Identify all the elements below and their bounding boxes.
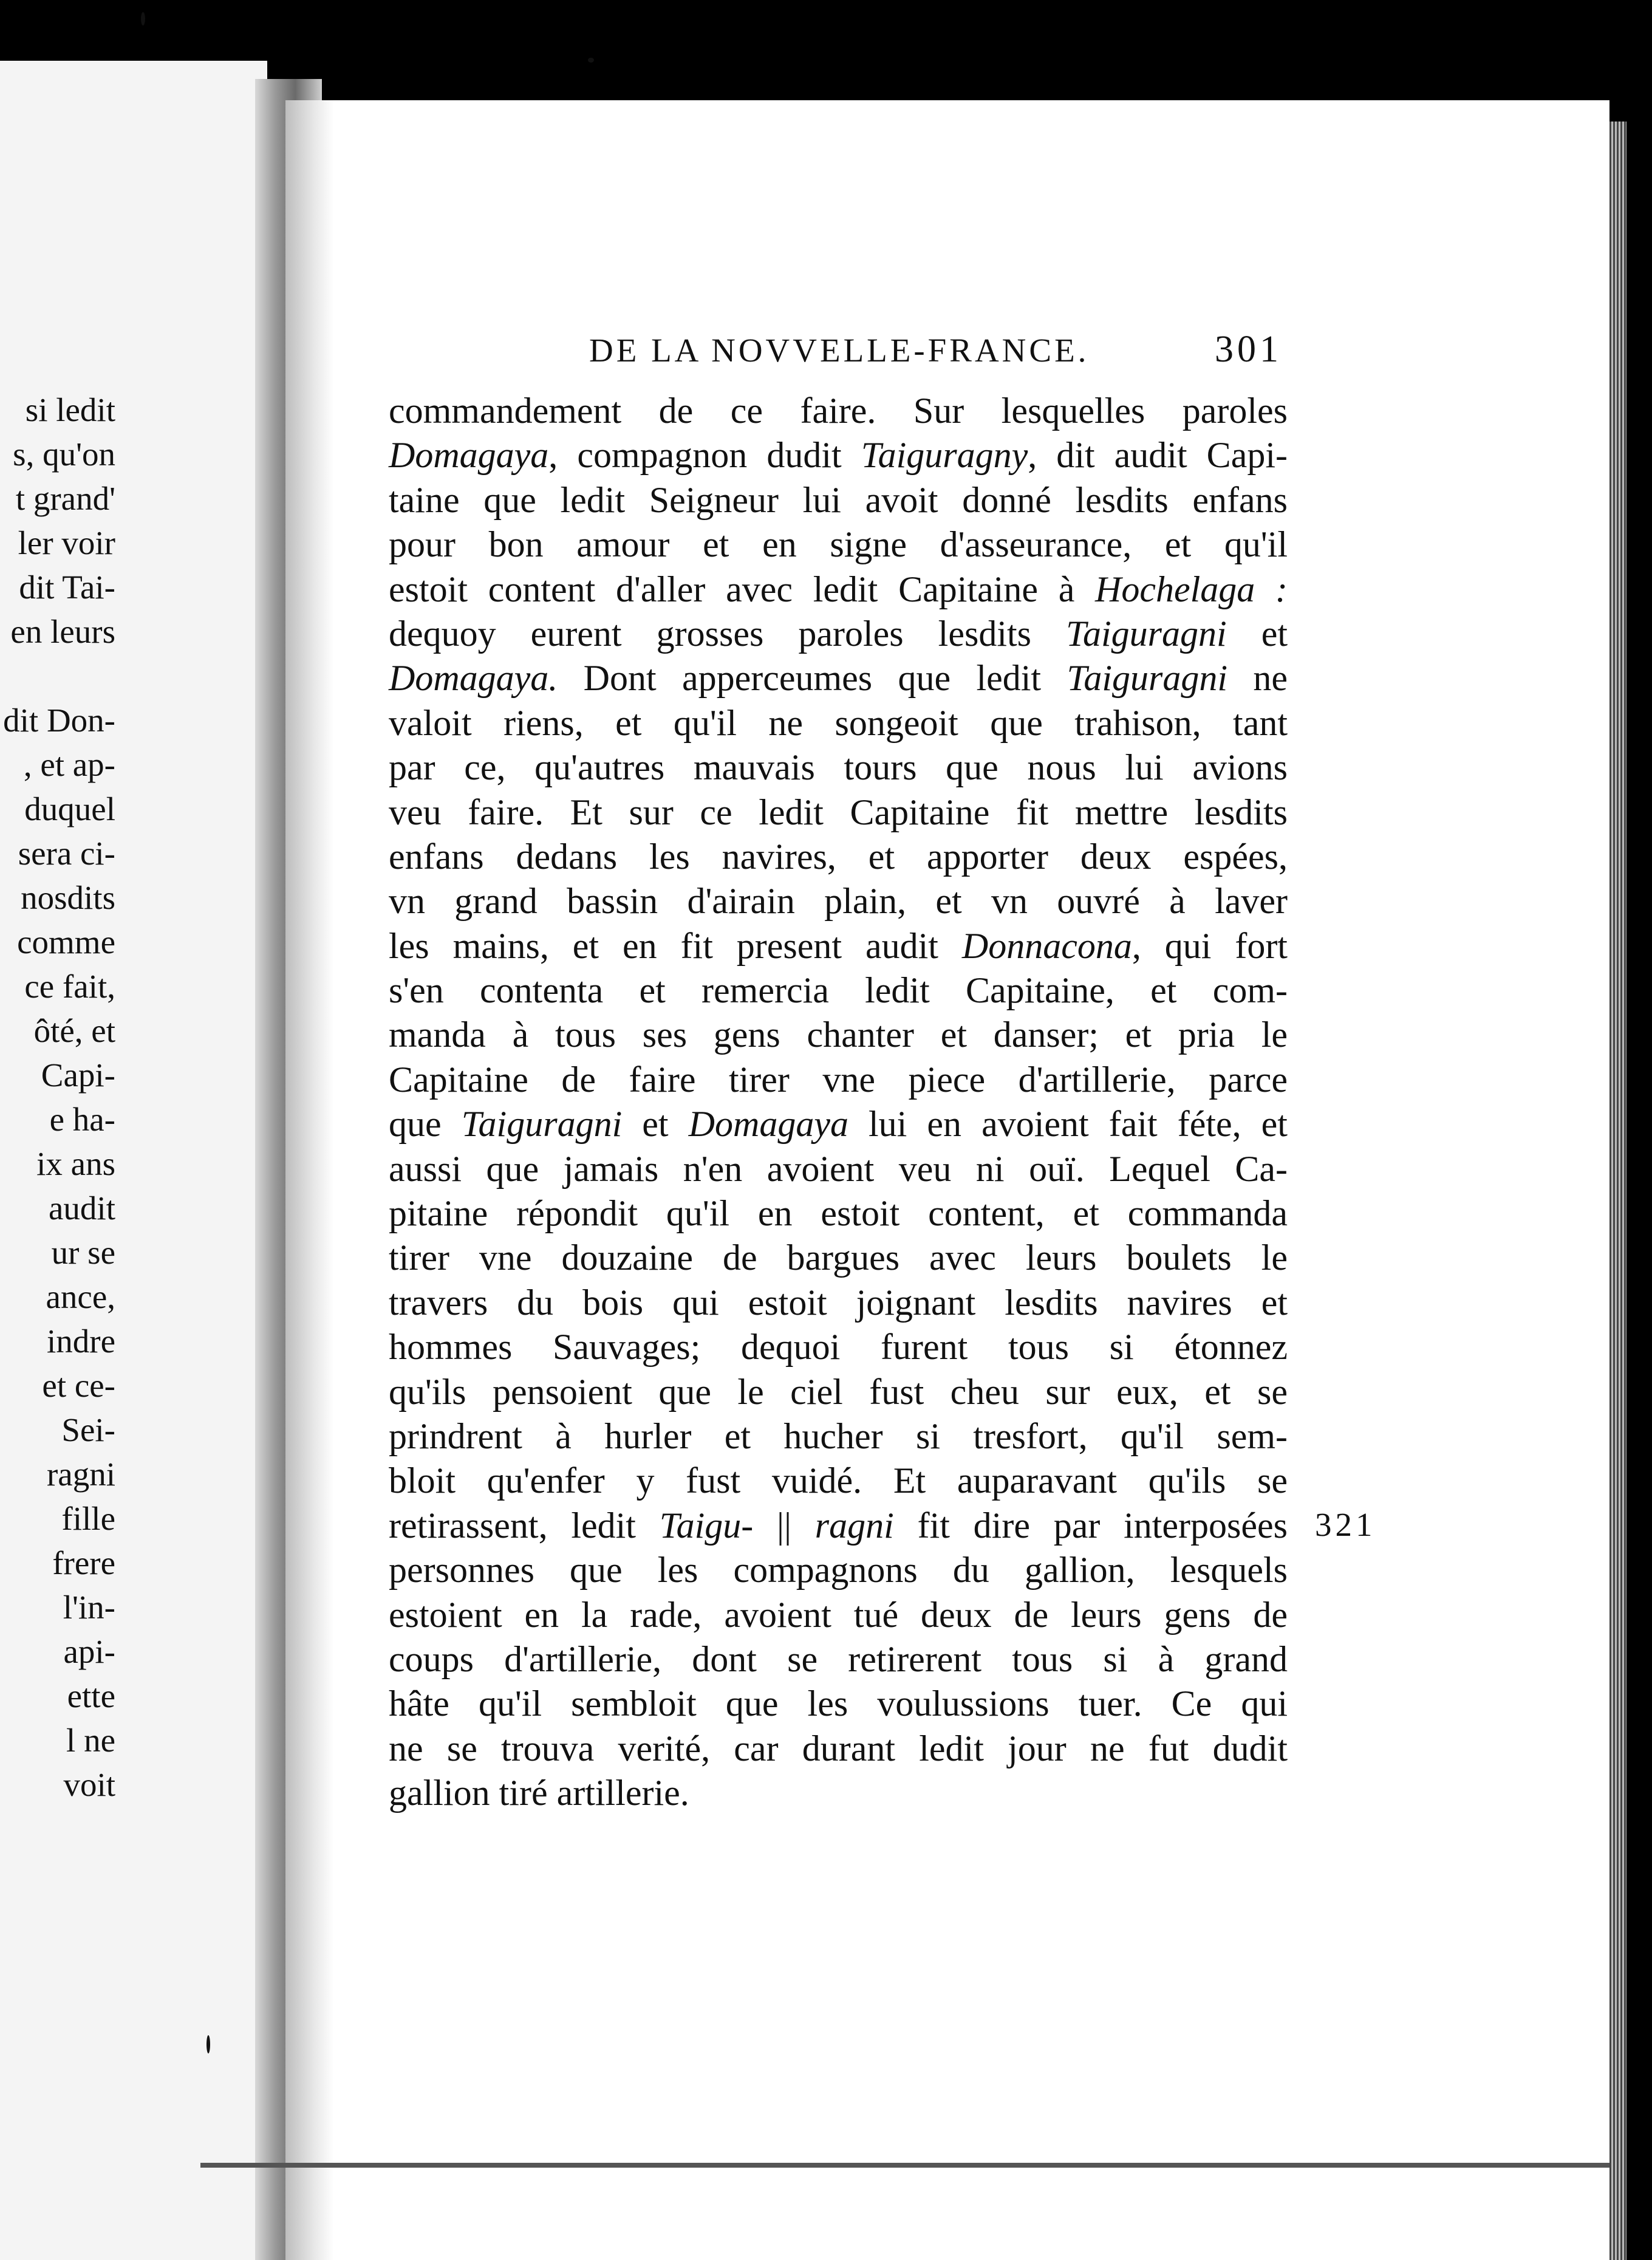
text-run: estoient en la rade, avoient tué deux de leurs gens de	[389, 1594, 1288, 1635]
italic-name: Taiguragni	[1066, 613, 1227, 654]
text-run: gallion tiré artillerie.	[389, 1773, 689, 1813]
text-run: Dont apperceumes que ledit	[558, 658, 1067, 699]
text-line	[389, 1504, 1288, 1548]
facing-page-line: ce fait,	[24, 968, 115, 1005]
text-run: que	[389, 1104, 462, 1145]
text-run: Capitaine de faire tirer vne piece d'artillerie, parce	[389, 1059, 1288, 1100]
italic-name: Donnacona	[961, 925, 1132, 966]
facing-page-line: ler voir	[18, 524, 115, 561]
body-text	[389, 389, 1288, 1816]
facing-page-line: comme	[17, 923, 115, 960]
facing-page-line: sera ci-	[18, 835, 115, 872]
facing-page-line: audit	[49, 1190, 115, 1227]
text-line	[389, 1637, 1288, 1682]
text-run: personnes que les compagnons du gallion, lesquels	[389, 1550, 1288, 1591]
facing-page-line: , et ap-	[23, 746, 115, 783]
facing-page-line: s, qu'on	[13, 436, 115, 473]
facing-page-line: voit	[63, 1766, 115, 1803]
facing-page-line: api-	[63, 1633, 115, 1670]
text-run: par ce, qu'autres mauvais tours que nous lui avions	[389, 747, 1288, 788]
text-line	[389, 924, 1288, 968]
text-line	[389, 1281, 1288, 1325]
text-line	[389, 1459, 1288, 1503]
facing-page-line: si ledit	[25, 391, 115, 428]
page-fore-edge	[1609, 122, 1626, 2260]
page-bottom-edge	[200, 2163, 1609, 2168]
text-line	[389, 1682, 1288, 1726]
facing-page-line: ette	[67, 1677, 115, 1714]
facing-page-line: et ce-	[42, 1367, 115, 1404]
facing-page-line	[3, 654, 115, 698]
text-line	[389, 1102, 1288, 1146]
marginal-page-reference: 321	[1315, 1506, 1376, 1543]
text-line	[389, 1771, 1288, 1815]
facing-page-line: ôté, et	[33, 1012, 115, 1049]
text-run: qu'ils pensoient que le ciel fust cheu sur eux, et se	[389, 1371, 1288, 1412]
text-run: veu faire. Et sur ce ledit Capitaine fit mettre lesdits	[389, 792, 1288, 832]
text-line	[389, 612, 1288, 656]
text-line	[389, 433, 1288, 478]
running-head: DE LA NOVVELLE-FRANCE.	[589, 332, 1090, 369]
text-line	[389, 478, 1288, 522]
italic-name: ragni	[814, 1505, 894, 1546]
text-run: bloit qu'enfer y fust vuidé. Et auparavant qu'ils se	[389, 1460, 1288, 1501]
text-run: manda à tous ses gens chanter et danser; et pria le	[389, 1015, 1288, 1055]
italic-name: Taiguragny	[861, 435, 1028, 476]
facing-page-line: ance,	[46, 1278, 115, 1315]
facing-page-line: l ne	[66, 1722, 115, 1759]
facing-page-line: frere	[52, 1544, 115, 1581]
text-run: commandement de ce faire. Sur lesquelles paroles	[389, 391, 1288, 431]
facing-page-line: en leurs	[10, 613, 115, 650]
italic-name: Domagaya	[389, 435, 549, 476]
text-run: retirassent, ledit	[389, 1505, 660, 1546]
text-line	[389, 1058, 1288, 1102]
text-run: prindrent à hurler et hucher si tresfort, qu'il sem-	[389, 1416, 1288, 1456]
italic-name: Domagaya.	[389, 658, 558, 699]
facing-page-line: e ha-	[49, 1101, 115, 1138]
facing-page-line: ragni	[46, 1456, 115, 1493]
text-line	[389, 1013, 1288, 1057]
facing-page-line: t grand'	[15, 480, 115, 517]
text-run: taine que ledit Seigneur lui avoit donné lesdits enfans	[389, 479, 1288, 520]
text-run: pour bon amour et en signe d'asseurance, et qu'il	[389, 524, 1288, 565]
facing-page-line: ix ans	[36, 1145, 115, 1182]
text-line	[389, 567, 1288, 612]
text-run: tirer vne douzaine de bargues avec leurs boulets le	[389, 1238, 1288, 1278]
text-line	[389, 701, 1288, 745]
text-run: et	[622, 1104, 689, 1145]
text-run: enfans dedans les navires, et apporter deux espées,	[389, 836, 1288, 877]
text-run: et	[1226, 613, 1288, 654]
text-line	[389, 1548, 1288, 1592]
text-line	[389, 968, 1288, 1013]
text-line	[389, 1593, 1288, 1637]
scan-speck	[206, 2035, 210, 2053]
text-line	[389, 745, 1288, 790]
italic-name: Taiguragni	[1067, 658, 1228, 699]
facing-page-line: l'in-	[63, 1589, 115, 1626]
italic-name: Taiguragni	[461, 1104, 623, 1145]
text-run: estoit content d'aller avec ledit Capitaine à	[389, 569, 1096, 609]
facing-page-line: nosdits	[21, 879, 115, 916]
text-run: hommes Sauvages; dequoi furent tous si étonnez	[389, 1327, 1288, 1368]
text-run: , qui fort	[1131, 925, 1288, 966]
text-run: aussi que jamais n'en avoient veu ni ouï. Lequel Ca-	[389, 1148, 1288, 1189]
facing-page-line: indre	[46, 1323, 115, 1360]
italic-name: Hochelaga :	[1095, 569, 1288, 609]
text-run: dequoy eurent grosses paroles lesdits	[389, 613, 1067, 654]
text-line	[389, 1727, 1288, 1771]
text-run: vn grand bassin d'airain plain, et vn ouvré à laver	[389, 881, 1288, 922]
text-line	[389, 1325, 1288, 1369]
facing-page-line: fille	[61, 1500, 115, 1537]
facing-page-line: dit Tai-	[19, 569, 115, 606]
text-run: ||	[753, 1505, 815, 1546]
text-line	[389, 1191, 1288, 1236]
text-line	[389, 1414, 1288, 1459]
text-line	[389, 389, 1288, 433]
text-line	[389, 1236, 1288, 1280]
text-run: valoit riens, et qu'il ne songeoit que trahison, tant	[389, 702, 1288, 743]
italic-name: Domagaya	[688, 1104, 848, 1145]
page-number: 301	[1215, 329, 1282, 370]
facing-page-line: duquel	[24, 790, 115, 827]
text-run: fit dire par interposées	[893, 1505, 1288, 1546]
scan-speck	[141, 12, 145, 26]
text-line	[389, 790, 1288, 835]
facing-page-line: Capi-	[41, 1056, 115, 1094]
text-line	[389, 1147, 1288, 1191]
text-run: s'en contenta et remercia ledit Capitaine, et com-	[389, 970, 1288, 1011]
text-run: lui en avoient fait féte, et	[848, 1104, 1288, 1145]
text-run: ne se trouva verité, car durant ledit jour ne fut dudit	[389, 1728, 1288, 1769]
text-run: , dit audit Capi-	[1028, 435, 1288, 476]
text-line	[389, 879, 1288, 923]
text-run: ne	[1227, 658, 1288, 699]
text-run: pitaine répondit qu'il en estoit content, et commanda	[389, 1193, 1288, 1234]
facing-page-text-fragment	[3, 388, 115, 1807]
text-run: les mains, et en fit present audit	[389, 925, 962, 966]
facing-page-line: Sei-	[61, 1411, 115, 1448]
text-line	[389, 522, 1288, 567]
text-line	[389, 835, 1288, 879]
text-run: coups d'artillerie, dont se retirerent tous si à grand	[389, 1638, 1288, 1679]
facing-page-line: dit Don-	[3, 702, 115, 739]
page-inner-shadow	[285, 100, 334, 2260]
text-line	[389, 656, 1288, 700]
text-run: , compagnon dudit	[548, 435, 861, 476]
italic-name: Taigu-	[659, 1505, 754, 1546]
text-line	[389, 1370, 1288, 1414]
facing-page-line: ur se	[51, 1234, 115, 1271]
text-run: hâte qu'il sembloit que les voulussions tuer. Ce qui	[389, 1683, 1288, 1724]
text-run: travers du bois qui estoit joignant lesdits navires et	[389, 1282, 1288, 1323]
scan-speck	[588, 58, 594, 63]
